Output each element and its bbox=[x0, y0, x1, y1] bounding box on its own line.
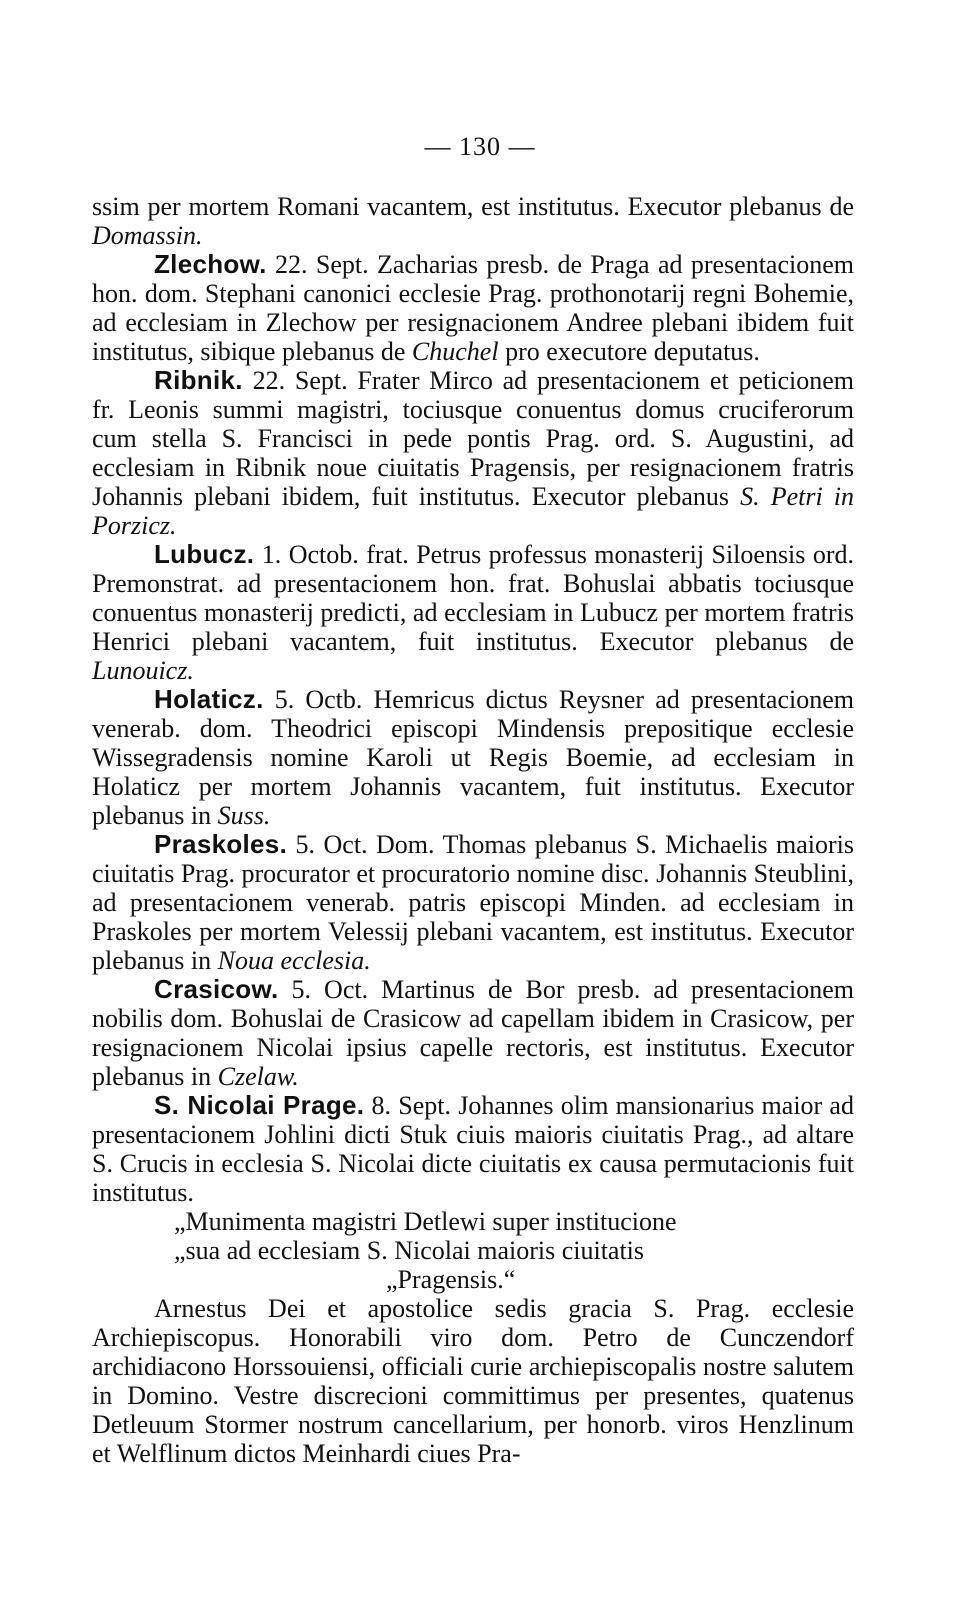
italic-place-name: S. Petri in Porzicz. bbox=[92, 482, 855, 540]
entry-heading: Lubucz. bbox=[154, 539, 255, 569]
entry-date: 1. Octob. bbox=[254, 540, 367, 569]
italic-place-name: Domassin. bbox=[92, 221, 203, 250]
entry-text: pro executore deputatus. bbox=[498, 337, 760, 366]
entry-date: 5. Oct. bbox=[278, 975, 382, 1004]
register-entry bbox=[92, 366, 854, 540]
entry-text: Dom. Thomas plebanus S. Michaelis maioris ciuitatis Prag. procurator et procuratorio nomine disc. Johannis Steublini, ad presentacionem venerab. patris episcopi Minden. ad ecclesiam in Praskoles per mortem Velessij plebani vacantem, est institutus. Executor plebanus in bbox=[92, 830, 854, 975]
decree-title-line: „sua ad ecclesiam S. Nicolai maioris ciuitatis bbox=[174, 1236, 645, 1265]
italic-place-name: Noua ecclesia. bbox=[217, 946, 371, 975]
page-number: — 130 — bbox=[424, 132, 536, 161]
decree-title-line: „Pragensis.“ bbox=[386, 1265, 516, 1294]
register-entry bbox=[92, 540, 854, 685]
entry-date: 5. Oct. bbox=[287, 830, 377, 859]
entry-date: 22. Sept. bbox=[266, 250, 377, 279]
italic-place-name: Chuchel bbox=[411, 337, 499, 366]
letter-paragraph: Arnestus Dei et apostolice sedis gracia S. Prag. ecclesie Archiepiscopus. Honorabili viro dom. Petro de Cunczendorf archidiacono Horssouiensi, officiali curie archiepiscopalis nostre salutem in Domino. Vestre discrecioni committimus per presentes, quatenus Detleuum Stormer nostrum cancellarium, per honorb. viros Henzlinum et Welflinum dictos Meinhardi ciues Pra- bbox=[92, 1294, 854, 1468]
entry-heading: Praskoles. bbox=[154, 829, 288, 859]
register-entry bbox=[92, 685, 854, 830]
entry-text: Zacharias presb. de Praga ad presentacionem hon. dom. Stephani canonici ecclesie Prag. prothonotarij regni Bohemie, ad ecclesiam in Zlechow per resignacionem Andree plebani ibidem fuit institutus, sibique plebanus de bbox=[92, 250, 854, 366]
decree-title bbox=[92, 1207, 854, 1294]
entry-text: frat. Petrus professus monasterij Siloensis ord. Premonstrat. ad presentacionem hon. frat. Bohuslai abbatis tociusque conuentus monasterij predicti, ad ecclesiam in Lubucz per mortem fratris Henrici plebani vacantem, fuit institutus. Executor plebanus de bbox=[92, 540, 855, 656]
entry-text: ssim per mortem Romani vacantem, est institutus. Executor plebanus de bbox=[92, 192, 854, 221]
entries-list bbox=[92, 192, 854, 1207]
entry-date: 22. Sept. bbox=[242, 366, 358, 395]
italic-place-name: Suss. bbox=[217, 801, 271, 830]
entry-heading: Zlechow. bbox=[154, 249, 267, 279]
entry-heading: S. Nicolai Prage. bbox=[154, 1090, 365, 1120]
register-entry bbox=[92, 250, 854, 366]
entry-date: 8. Sept. bbox=[364, 1091, 459, 1120]
page-body bbox=[92, 192, 854, 1468]
italic-place-name: Lunouicz. bbox=[92, 656, 194, 685]
entry-text: Frater Mirco ad presentacionem et peticionem fr. Leonis summi magistri, tociusque conuentus domus cruciferorum cum stella S. Francisci in pede pontis Prag. ord. S. Augustini, ad ecclesiam in Ribnik noue ciuitatis Pragensis, per resignacionem fratris Johannis plebani ibidem, fuit institutus. Executor plebanus bbox=[92, 366, 854, 511]
entry-heading: Holaticz. bbox=[154, 684, 264, 714]
entry-text: Johannes olim mansionarius maior ad presentacionem Johlini dicti Stuk ciuis maioris ciuitatis Prag., ad altare S. Crucis in ecclesia S. Nicolai dicte ciuitatis ex causa permutacionis fuit institutus. bbox=[92, 1091, 854, 1207]
entry-heading: Crasicow. bbox=[154, 974, 279, 1004]
register-entry bbox=[92, 830, 854, 975]
continuation-paragraph bbox=[92, 192, 854, 250]
entry-heading: Ribnik. bbox=[154, 365, 243, 395]
entry-text: Martinus de Bor presb. ad presentacionem nobilis dom. Bohuslai de Crasicow ad capellam ibidem in Crasicow, per resignacionem Nicolai ipsius capelle rectoris, est institutus. Executor plebanus in bbox=[92, 975, 854, 1091]
italic-place-name: Czelaw. bbox=[217, 1062, 299, 1091]
register-entry bbox=[92, 1091, 854, 1207]
entry-text: Hemricus dictus Reysner ad presentacionem venerab. dom. Theodrici episcopi Mindensis prepositique ecclesie Wissegradensis nomine Karoli ut Regis Boemie, ad ecclesiam in Holaticz per mortem Johannis vacantem, fuit institutus. Executor plebanus in bbox=[92, 685, 854, 830]
register-entry bbox=[92, 975, 854, 1091]
entry-date: 5. Octb. bbox=[263, 685, 374, 714]
decree-title-line: „Munimenta magistri Detlewi super institucione bbox=[174, 1207, 677, 1236]
